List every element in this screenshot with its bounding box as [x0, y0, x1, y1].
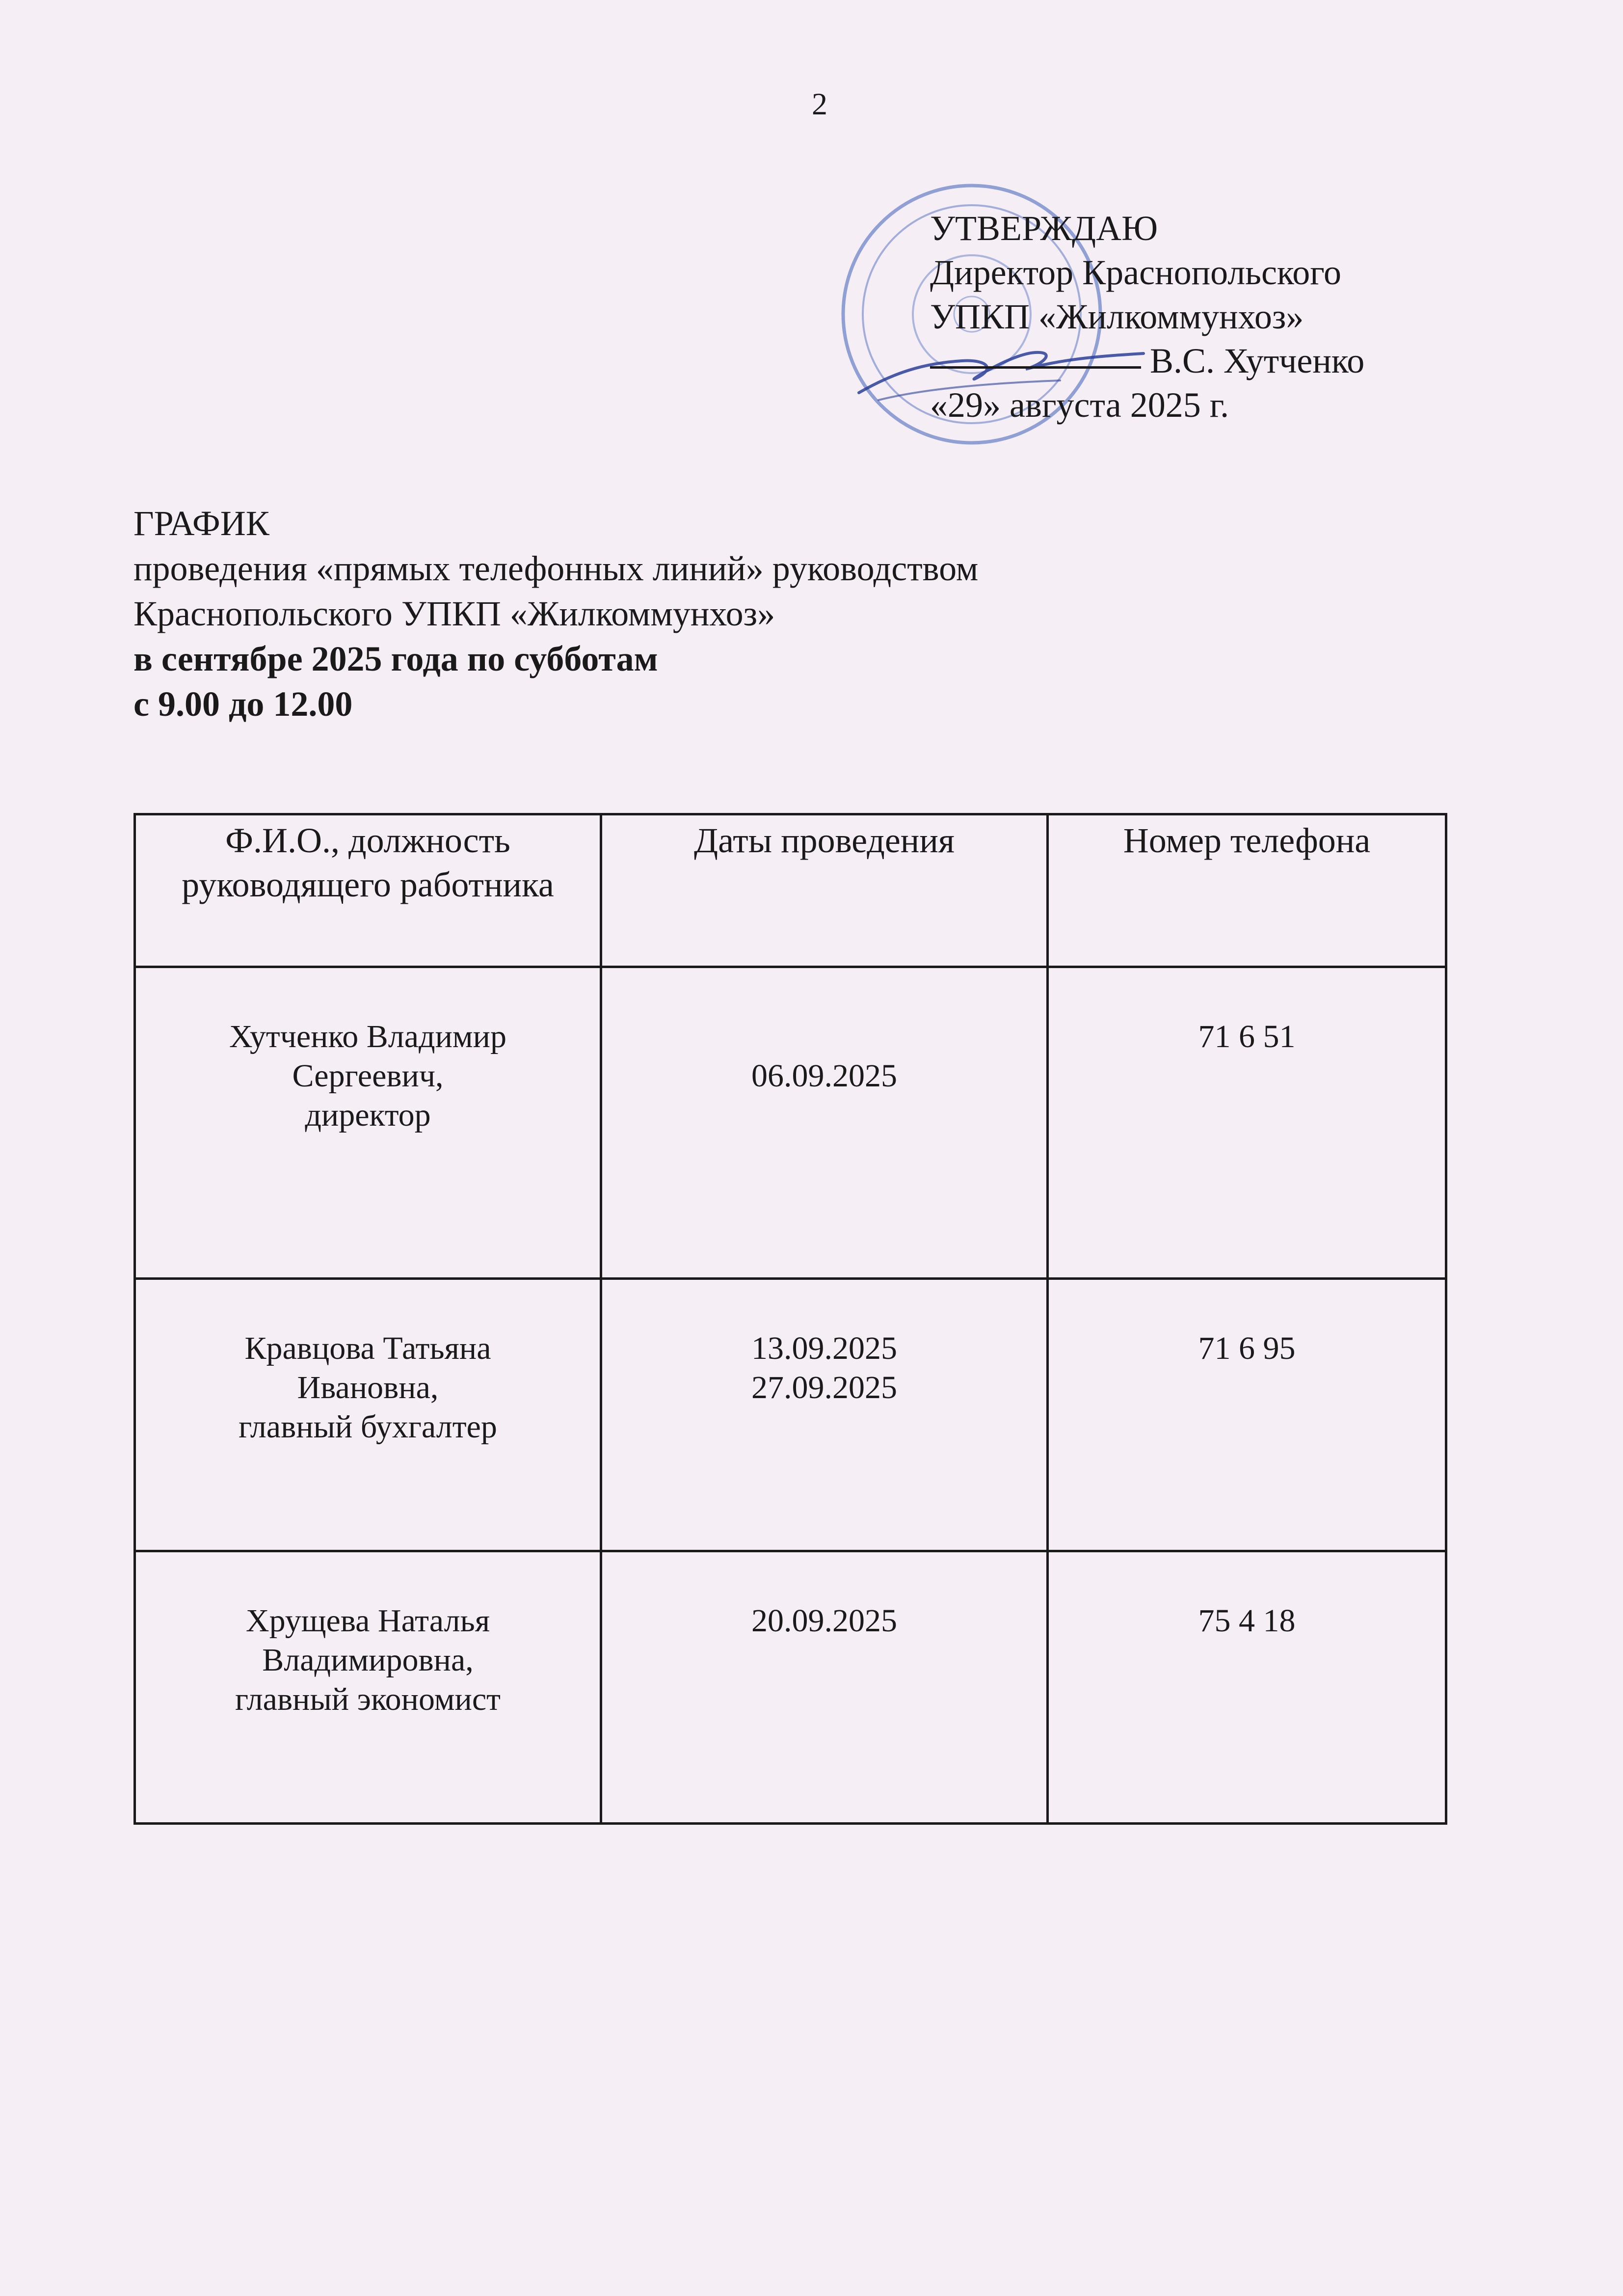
signature-line: [930, 366, 1141, 369]
cell-name: Хрущева Наталья Владимировна, главный экономист: [135, 1551, 601, 1824]
column-header-name: Ф.И.О., должность руководящего работника: [135, 814, 601, 967]
cell-name: Кравцова Татьяна Ивановна, главный бухгалтер: [135, 1279, 601, 1551]
table-row: [135, 1279, 1446, 1551]
approval-block: [930, 206, 1364, 427]
column-header-dates: Даты проведения: [601, 814, 1048, 967]
page-number: 2: [812, 86, 827, 121]
cell-name: Хутченко Владимир Сергеевич, директор: [135, 967, 601, 1279]
table-row: [135, 967, 1446, 1279]
document-subtitle-2: Краснопольского УПКП «Жилкоммунхоз»: [133, 594, 775, 633]
document-hours: с 9.00 до 12.00: [133, 684, 353, 724]
document-title-block: [133, 501, 978, 727]
cell-phone: 75 4 18: [1048, 1551, 1446, 1824]
cell-dates: 13.09.2025 27.09.2025: [601, 1279, 1048, 1551]
cell-dates: 06.09.2025: [601, 967, 1048, 1279]
document-title: ГРАФИК: [133, 504, 269, 543]
approval-date: «29» августа 2025 г.: [930, 385, 1229, 425]
column-header-phone: Номер телефона: [1048, 814, 1446, 967]
approval-signatory: В.С. Хутченко: [1150, 341, 1365, 380]
table-row: [135, 1551, 1446, 1824]
approval-heading: УТВЕРЖДАЮ: [930, 209, 1158, 248]
document-subtitle-1: проведения «прямых телефонных линий» руководством: [133, 549, 979, 588]
document-period: в сентябре 2025 года по субботам: [133, 639, 658, 678]
table-header-row: [135, 814, 1446, 967]
approval-position: Директор Краснопольского: [930, 253, 1341, 292]
cell-dates: 20.09.2025: [601, 1551, 1048, 1824]
cell-phone: 71 6 51: [1048, 967, 1446, 1279]
cell-phone: 71 6 95: [1048, 1279, 1446, 1551]
approval-organization: УПКП «Жилкоммунхоз»: [930, 297, 1304, 336]
schedule-table: [133, 813, 1447, 1825]
